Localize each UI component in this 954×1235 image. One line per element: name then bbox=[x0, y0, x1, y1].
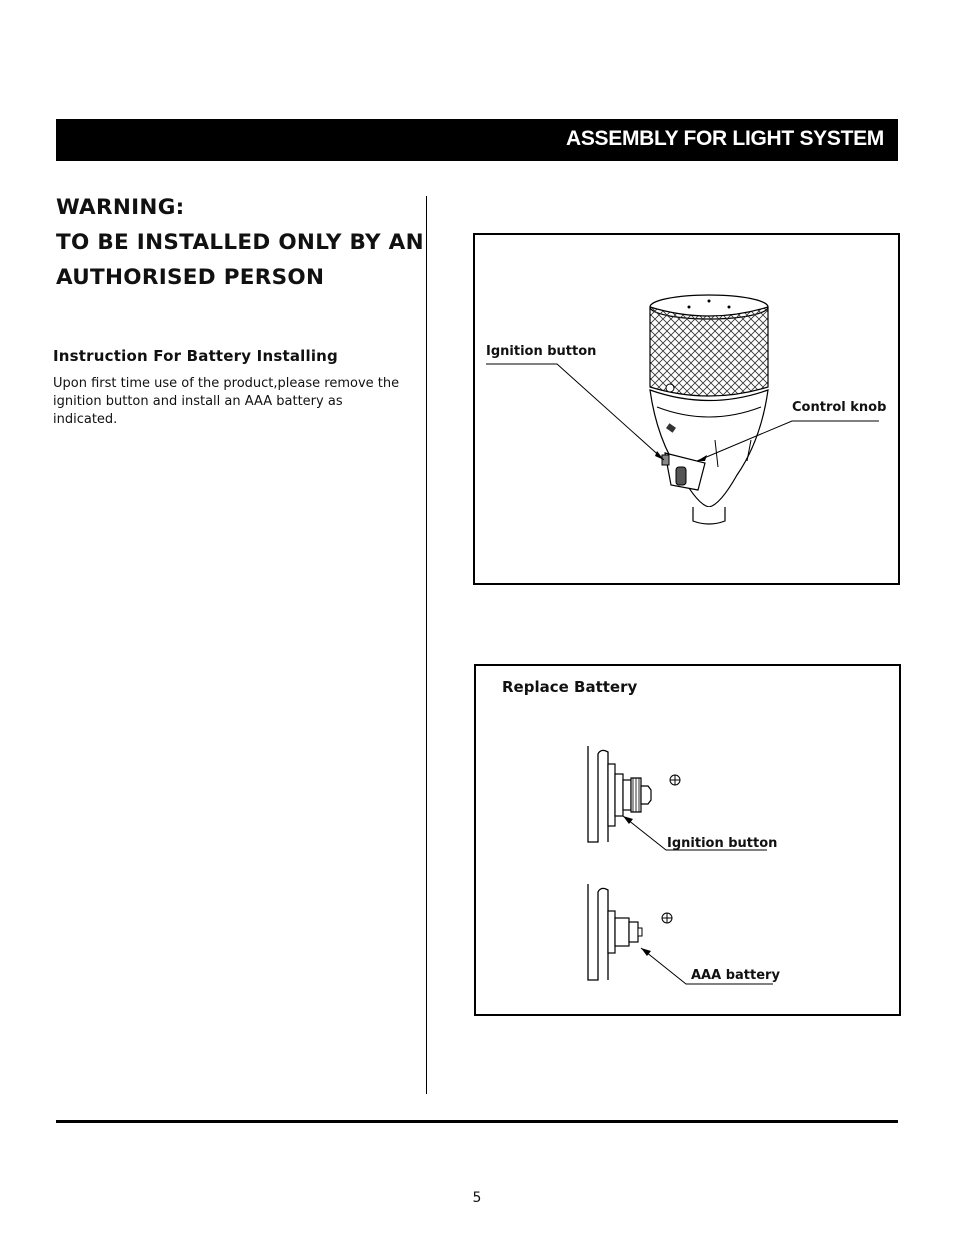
warning-block bbox=[56, 190, 424, 295]
footer-rule bbox=[56, 1120, 898, 1123]
label-ignition-button-2: Ignition button bbox=[667, 836, 778, 851]
warning-line-2: TO BE INSTALLED ONLY BY AN bbox=[56, 230, 424, 255]
section-header-bar bbox=[56, 119, 898, 161]
label-ignition-button: Ignition button bbox=[486, 344, 597, 359]
column-divider bbox=[426, 196, 427, 1094]
label-control-knob: Control knob bbox=[792, 400, 887, 415]
page-number: 5 bbox=[472, 1190, 482, 1206]
warning-line-1: WARNING: bbox=[56, 195, 185, 220]
instruction-heading: Instruction For Battery Installing bbox=[53, 347, 338, 365]
figure-heater-head bbox=[473, 233, 900, 585]
warning-line-3: AUTHORISED PERSON bbox=[56, 265, 325, 290]
figure-replace-battery bbox=[474, 664, 901, 1016]
replace-battery-title: Replace Battery bbox=[502, 678, 638, 696]
label-aaa-battery: AAA battery bbox=[691, 968, 780, 983]
instruction-body: Upon first time use of the product,please remove the ignition button and install an AAA battery as indicated. bbox=[53, 376, 400, 427]
section-title: ASSEMBLY FOR LIGHT SYSTEM bbox=[565, 127, 884, 150]
